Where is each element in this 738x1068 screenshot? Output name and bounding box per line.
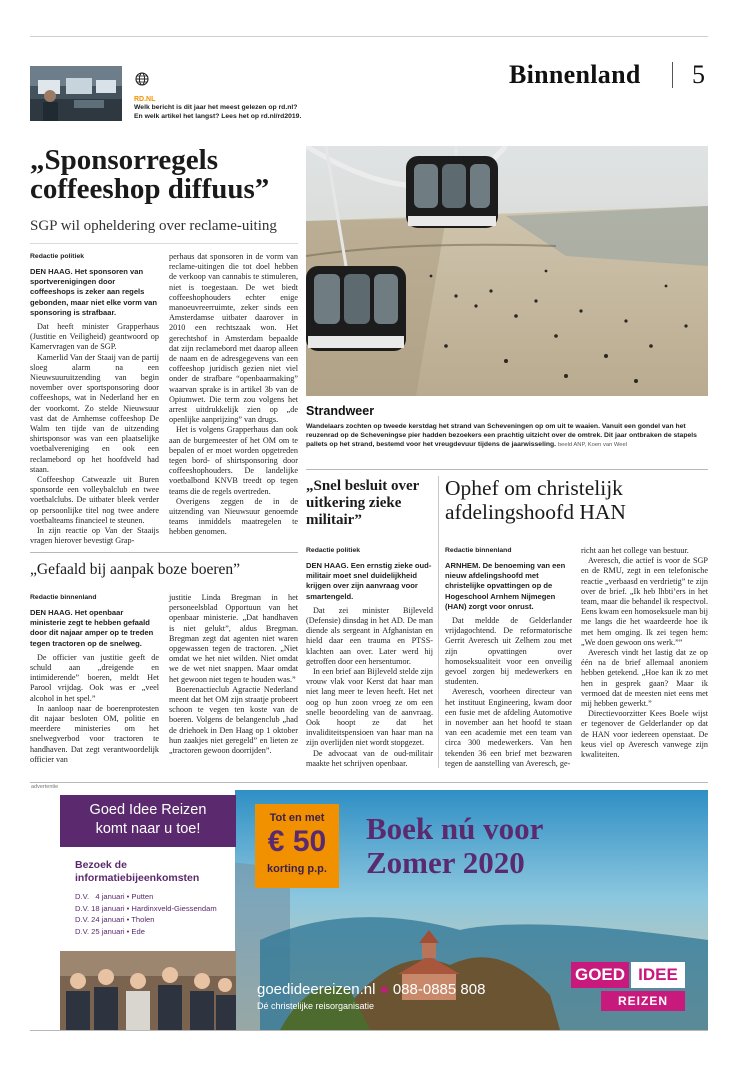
discount-badge-amount: € 50	[267, 825, 327, 858]
military-paragraph: Dat zei minister Bijleveld (Defensie) dinsdag in het AD. De man diende als sergeant in Afghanistan en hield daar een trauma en PTSS-klachten aan over. Later werd hij getroffen door een hersentumor.	[306, 605, 433, 666]
discount-badge-line2: korting p.p.	[267, 863, 327, 875]
han-dateline: ARNHEM.	[445, 561, 481, 570]
ad-phone-link[interactable]: 088-0885 808	[392, 981, 486, 998]
ad-team-photo	[60, 951, 236, 1030]
military-headline: „Snel besluit over uitkering zieke militair”	[306, 478, 420, 528]
promo-label: RD.NL	[134, 96, 156, 103]
han-headline: Ophef om christelijk afdelingshoofd HAN	[445, 476, 626, 524]
ad-company-line2: komt naar u toe!	[95, 821, 201, 837]
han-lead: De benoeming van een nieuw afdelingshoofd met christelijke opvattingen op de Hogeschool Arnhem Nijmegen (HAN) zorgt voor onrust.	[445, 561, 566, 611]
goed-idee-logo[interactable]	[571, 962, 691, 1016]
ad-top-rule	[30, 782, 708, 783]
ad-label: advertentie	[31, 784, 59, 790]
han-paragraph: Directievoorzitter Kees Boele wijst er tegenover de Gelderlander op dat de HAN voor iedereen openstaat. De keus viel op Averesch vanwege zijn kwaliteiten.	[581, 709, 708, 760]
main-paragraph: Het is volgens Grapperhaus dan ook aan de burgemeester of het OM om te bepalen of er moet worden opgetreden tegen bord- of shirtsponsoring door coffeeshophouders. De landelijke voetbalbond KNVB treedt op tegen teams die de regels overtreden.	[169, 425, 298, 496]
ad-event-item: D.V. 25 januari • Ede	[75, 926, 145, 936]
ad-slogan-line1: Boek nú voor	[366, 811, 544, 846]
main-lead: Het sponsoren van sportverenigingen door coffeeshops is zeker aan regels gebonden, maar niet elke vorm van sponsoring is strafbaar.	[30, 267, 158, 317]
ad-separator-dot: ●	[379, 981, 389, 998]
page-number: 5	[692, 60, 705, 89]
ad-bottom-rule	[30, 1030, 708, 1031]
farmers-paragraph: Boerenactieclub Agractie Nederland meent dat het OM zijn straatje probeert schoon te vegen ten koste van de boeren. Volgens de belangenclub „had de driehoek in Den Haag op 1 oktober hun zaakjes niet geregeld” en lieten ze „tractoren gewoon doorrijden”.	[169, 684, 298, 756]
logo-reizen: REIZEN	[601, 991, 685, 1011]
photo-credit: beeld ANP, Koen van Weel	[557, 442, 628, 449]
main-sub-rule	[30, 243, 298, 244]
farmers-lead: Het openbaar ministerie zegt te hebben gefaald door dit najaar amper op te treden tegen tractoren op de snelweg.	[30, 608, 154, 648]
section-divider	[672, 62, 673, 88]
military-dateline: DEN HAAG.	[306, 561, 349, 570]
discount-badge-line1: Tot en met	[269, 812, 325, 824]
ad-company-line1: Goed Idee Reizen	[89, 802, 207, 818]
main-paragraph: Kamerlid Van der Staaij van de partij sloeg alarm na een Nieuwsuuruitzending van begin november over sportsponsoring door coffeeshops, wat in Nederland her en der voorkomt. Zo stelde Nieuwsuur vast dat de Arnhemse coffeeshop De Walm ten tijde van de uitzending shirtsponsor was van een plaatselijke voetbalvereniging en ook een reclamebord op het hoofdveld had staan.	[30, 352, 159, 474]
military-col	[306, 546, 433, 769]
promo-text[interactable]: Welk bericht is dit jaar het meest gelezen op rd.nl? En welk artikel het langst? Lees het op rd.nl/rd2019.	[134, 104, 302, 120]
main-headline: „Sponsorregels coffeeshop diffuus”	[30, 144, 270, 205]
main-paragraph: Dat heeft minister Grapperhaus (Justitie en Veiligheid) geantwoord op Kamervragen van de SGP.	[30, 322, 159, 352]
han-col-2	[581, 546, 708, 760]
promo-thumbnail[interactable]	[30, 66, 122, 121]
han-col-1	[445, 546, 572, 769]
column-divider	[438, 476, 439, 768]
globe-icon	[135, 71, 149, 85]
photo-bottom-rule	[306, 469, 708, 470]
main-paragraph: In zijn reactie op Van der Staaijs vragen hierover bevestigt Grap-	[30, 526, 159, 546]
photo-title: Strandweer	[306, 404, 375, 418]
logo-goed: GOED	[571, 962, 629, 988]
han-paragraph: Averesch, die actief is voor de SGP en de RMU, zegt in een telefonische reactie „verbaasd en verdrietig” te zijn over de brief. „Ik heb lhbti’ers in het team, maar die behandel ik respectvol. Eens kwam een homoseksuele man bij me langs die het waardeerde hoe ik met hem omging. Ik zei tegen hem: „We doen gewoon ons werk.””	[581, 556, 708, 647]
section-title: Binnenland	[509, 60, 641, 89]
han-paragraph: Averesch, voorheen directeur van het instituut Engineering, kwam door een fusie met de afdeling Automotive in november aan het hoofd te staan van een academie met een team van circa 300 medewerkers. Van hen tekenden 36 een brief met bezwaren tegen de aanstelling van Averesch, ge-	[445, 687, 572, 768]
main-paragraph: Overigens zeggen de in de uitzending van Nieuwsuur genoemde teams inmiddels maatregelen te hebben genomen.	[169, 496, 298, 537]
ad-tagline: Dé christelijke reisorganisatie	[257, 1001, 375, 1011]
han-byline: Redactie binnenland	[445, 547, 512, 554]
main-subhead: SGP wil opheldering over reclame-uiting	[30, 218, 277, 234]
main-byline: Redactie politiek	[30, 253, 85, 260]
main-paragraph: Coffeeshop Catweazle uit Buren sponsorde een volleybalclub en twee voetbalclubs. De uitbater bleek verder op persoonlijke titel nog twee andere voetbalteams financieel te steunen.	[30, 475, 159, 525]
ad-events-list	[75, 891, 235, 937]
ad-slogan-line2: Zomer 2020	[366, 845, 525, 880]
farmers-paragraph: justitie Linda Bregman in het personeelsblad Opportuun van het openbaar ministerie. „Dat handhaven is niet gelukt”, aldus Bregman. Bregman zegt dat agenten niet waren opgewassen tegen de tractoren. „Niet omdat we het niet wilden. Niet omdat we de wet niet snappen. Maar omdat het gewoon niet tegen te houden was.”	[169, 593, 298, 684]
farmers-col-1	[30, 593, 159, 765]
farmers-paragraph: De officier van justitie geeft de schuld aan „dreigende en intimiderende” boeren, meldt Het Parool vrijdag. Ook was er „veel alcohol in het spel.”	[30, 652, 159, 703]
ad-event-item: D.V. 18 januari • Hardinxveld-Giessendam	[75, 903, 217, 913]
top-rule	[30, 36, 708, 37]
farmers-top-rule	[30, 552, 298, 553]
ad-visit-title: Bezoek de informatiebijeenkomsten	[75, 859, 200, 884]
beach-photo[interactable]	[306, 146, 708, 396]
ad-website-link[interactable]: goedideereizen.nl	[257, 981, 376, 998]
main-col-2	[169, 252, 298, 538]
farmers-byline: Redactie binnenland	[30, 594, 97, 601]
han-paragraph: Averesch vindt het lastig dat ze op één na de brief allemaal anoniem hebben getekend. „Hoe kan ik zo met hen in gesprek gaan? Maar ik vermoed dat de meesten niet eens met mij hebben gewerkt.”	[581, 648, 708, 709]
han-paragraph: Dat meldde de Gelderlander vrijdagochtend. De reformatorische Gerrit Averesch uit Zelhem zou met zijn opvattingen over homoseksualiteit voor een onveilig gevoel zorgen bij medewerkers en studenten.	[445, 616, 572, 687]
logo-idee: IDEE	[631, 962, 685, 988]
photo-caption	[306, 422, 708, 451]
ad-event-item: D.V. 24 januari • Tholen	[75, 915, 155, 925]
military-paragraph: In een brief aan Bijleveld stelde zijn vrouw vlak voor Kerst dat haar man niet lang meer te leven heeft. Het net oog op hun zoon vroeg ze om een snelle beoordeling van de aanvraag. Ook hoopt ze dat het invaliditeitspensioen van haar man na zijn overlijden niet wordt stopgezet.	[306, 667, 433, 748]
farmers-col-2	[169, 593, 298, 756]
photo-caption-text: Wandelaars zochten op tweede kerstdag het strand van Scheveningen op om uit te waaien. Vanuit een gondel van het reuzenrad op de Scheveningse pier hadden bezoekers een prachtig uitzicht over de omtrek. Dit jaar ontbraken de stapels pallets op het strand, bestemd voor het vreugdevuur tijdens de jaarwisseling.	[306, 423, 697, 449]
military-byline: Redactie politiek	[306, 547, 361, 554]
ad-contact-line	[257, 981, 485, 998]
ad-event-item: D.V. 4 januari • Putten	[75, 892, 154, 901]
military-lead: Een ernstig zieke oud-militair moet snel duidelijkheid krijgen over zijn aanvraag voor smartengeld.	[306, 561, 432, 601]
han-paragraph: richt aan het college van bestuur.	[581, 546, 689, 555]
military-paragraph: De advocaat van de oud-militair maakte het schrijven openbaar.	[306, 748, 433, 768]
farmers-dateline: DEN HAAG.	[30, 608, 73, 617]
main-paragraph: perhaus dat sponsoren in de vorm van reclame-uitingen die tot doel hebben de verkoop van cannabis te stimuleren, niet is toegestaan. De wet biedt coffeeshophouders echter enige manoeuvreerruimte, zeker sinds een Amsterdamse uitbater daarover in 2010 een rechtszaak won. Het gerechtshof in Amsterdam bepaalde dat zijn reclamebord met daarop alleen de naam en de adresgegevens van een coffeeshop juridisch gezien niet viel onder de strafbare “openbaarmaking” waarvan sprake is in artikel 3b van de Opiumwet. Die term zou volgens het arrest uitdrukkelijk zien op „de openlijke aanprijzing” van drugs.	[169, 252, 298, 425]
advertisement[interactable]	[30, 790, 708, 1030]
farmers-paragraph: In aanloop naar de boerenprotesten dit najaar besloten OM, politie en meerdere ministeries om het snelwegverbod voor tractoren te handhaven. Dat zegt verantwoordelijk officier van	[30, 703, 159, 764]
main-col-1	[30, 252, 159, 546]
farmers-headline: „Gefaald bij aanpak boze boeren”	[30, 561, 240, 578]
main-dateline: DEN HAAG.	[30, 267, 73, 276]
